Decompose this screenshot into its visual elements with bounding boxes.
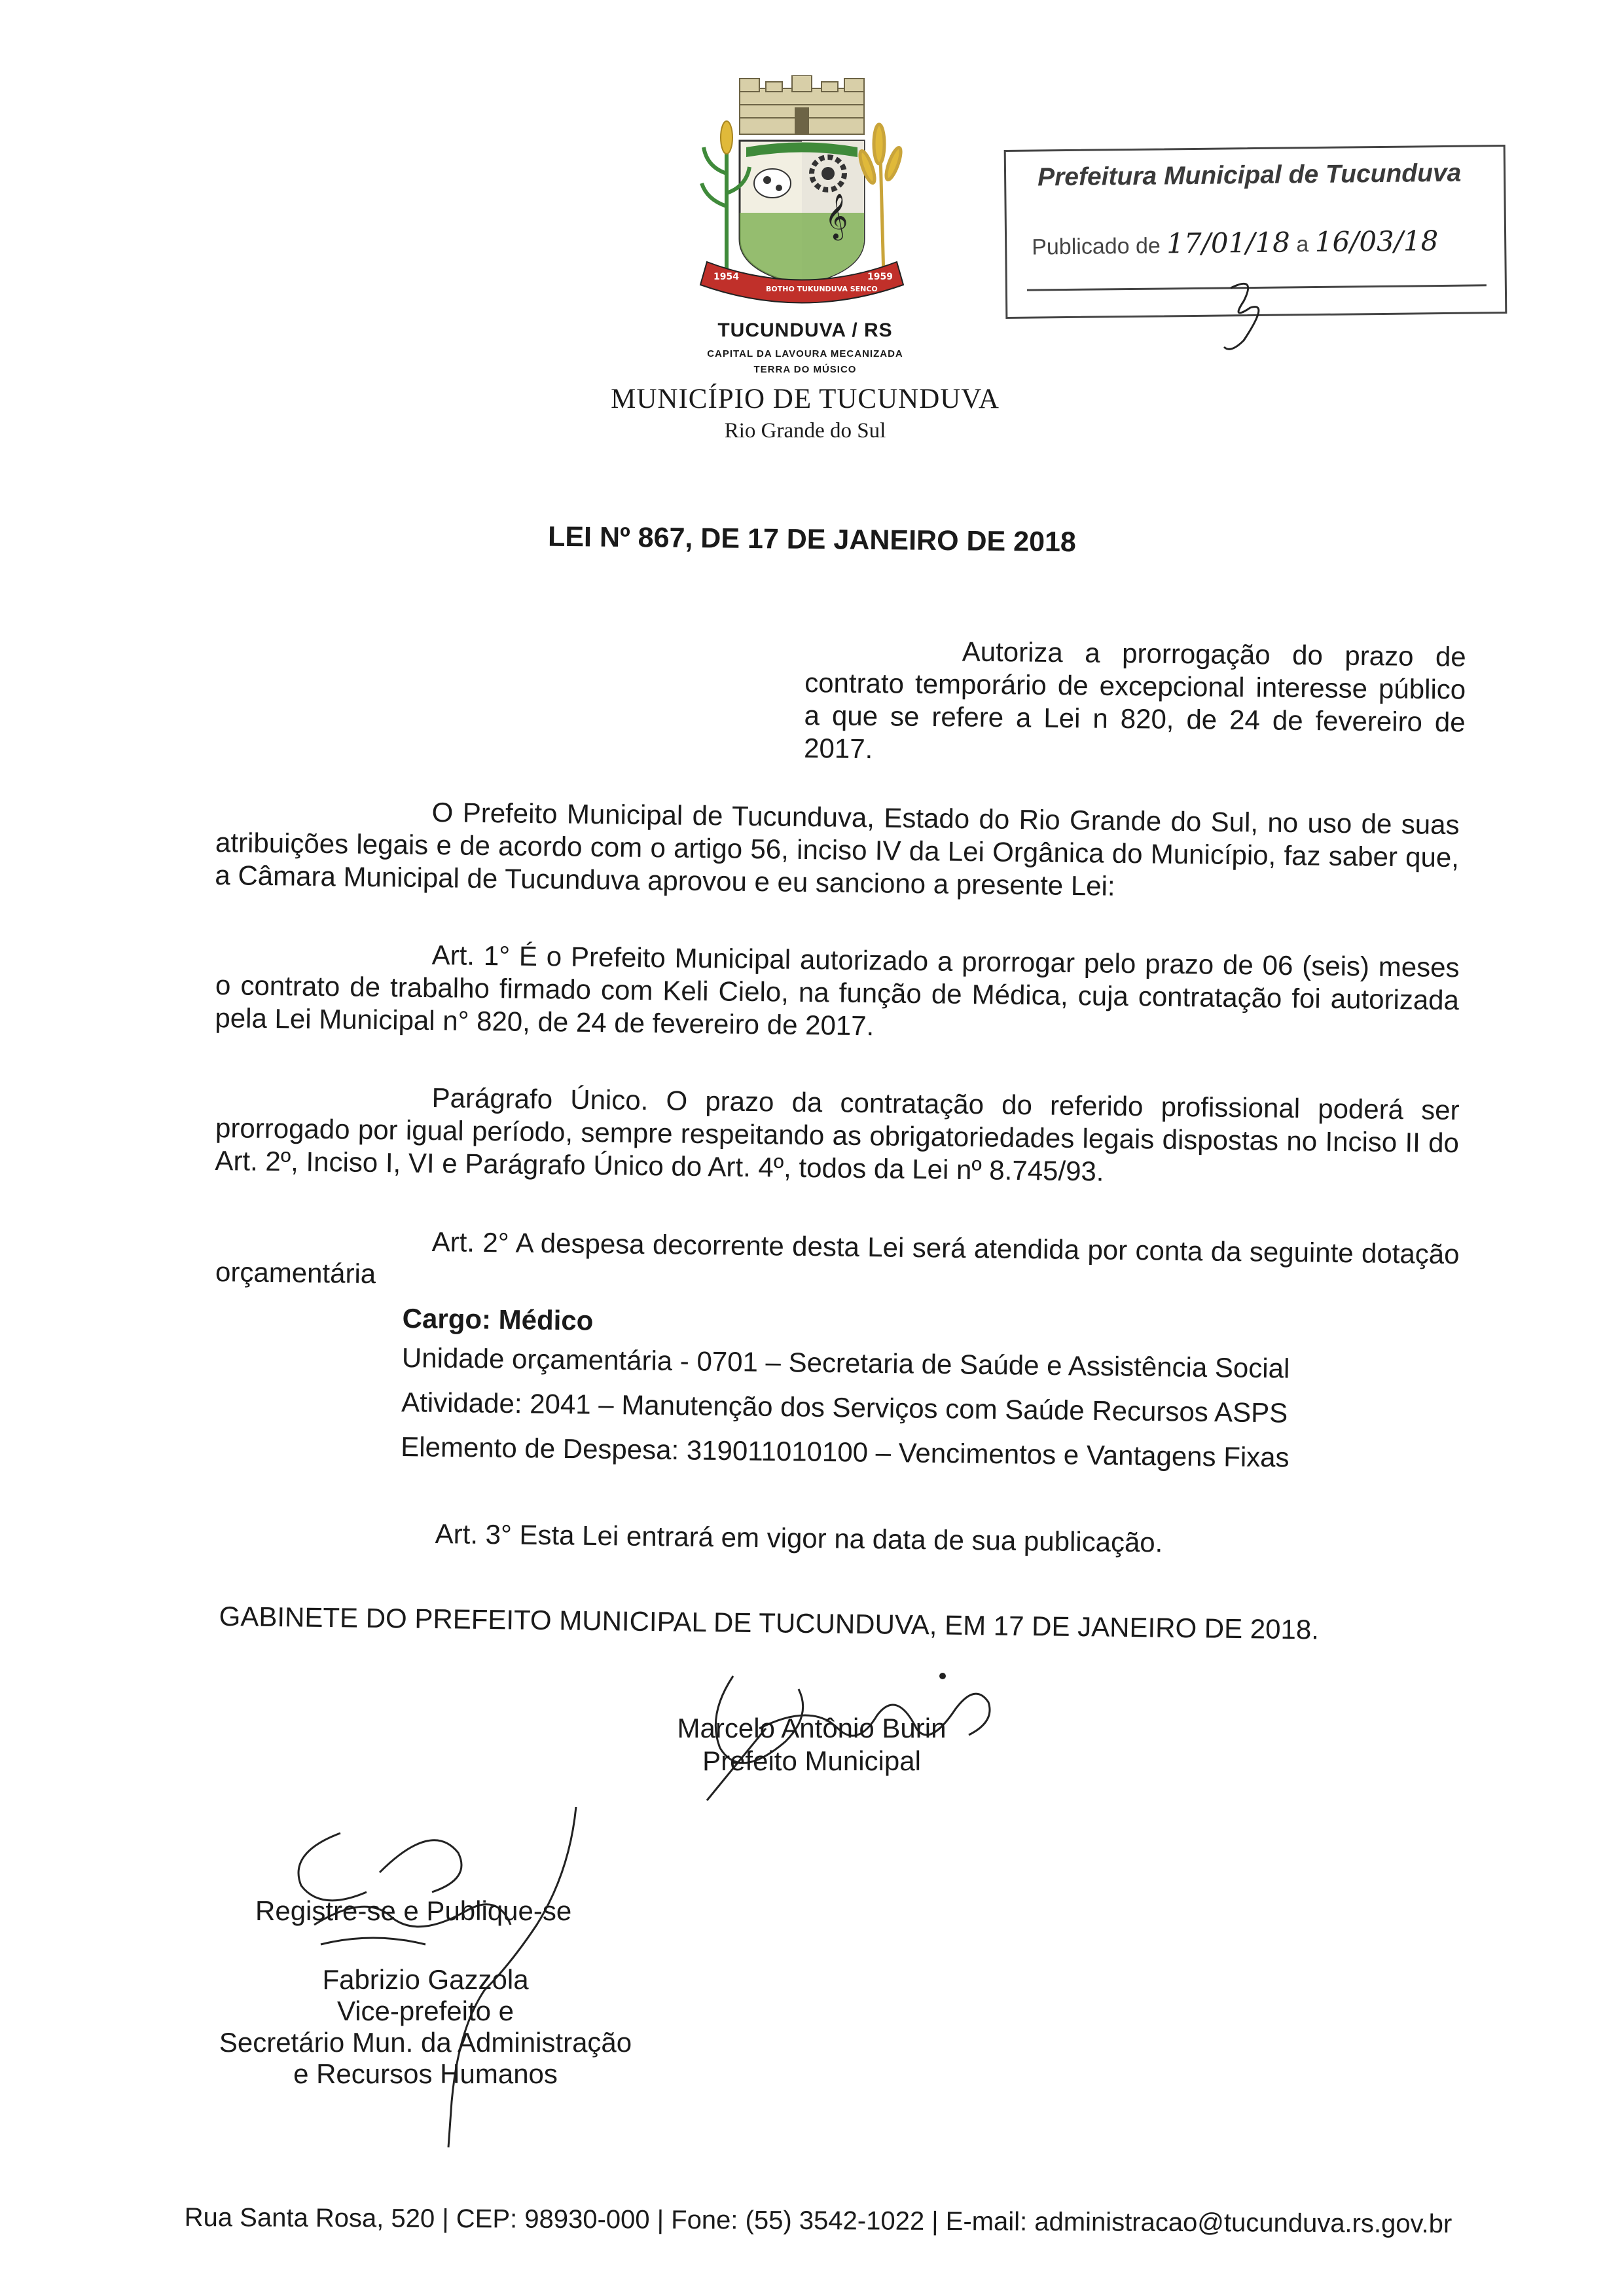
vice-mayor-signature-block xyxy=(170,1964,681,2090)
state-name: Rio Grande do Sul xyxy=(724,419,886,443)
budget-cargo: Cargo: Médico xyxy=(402,1303,594,1336)
city-state-label: TUCUNDUVA / RS xyxy=(717,319,893,341)
article-2: Art. 2° A despesa decorrente desta Lei será atendida por conta da seguinte dotação orçamentária xyxy=(215,1226,1460,1289)
budget-allocation xyxy=(401,1303,1463,1476)
budget-elemento: Elemento de Despesa: 319011010100 – Vencimentos e Vantagens Fixas xyxy=(401,1430,1290,1473)
stamp-date-from: 17/01/18 xyxy=(1166,226,1291,260)
article-1: Art. 1° É o Prefeito Municipal autorizado a prorrogar pelo prazo de 06 (seis) meses o contrato de trabalho firmado com Keli Cielo, na função de Médica, cuja contratação foi autorizada pela Lei Municipal n° 820, de 24 de fevereiro de 2017. xyxy=(215,939,1460,1042)
vice-mayor-role-3: e Recursos Humanos xyxy=(293,2058,558,2089)
stamp-date-to: 16/03/18 xyxy=(1314,225,1439,259)
crest-year-right: 1959 xyxy=(867,272,893,282)
closing-statement: GABINETE DO PREFEITO MUNICIPAL DE TUCUNDUVA, EM 17 DE JANEIRO DE 2018. xyxy=(219,1601,1320,1645)
crest-ribbon-text: BOTHO TUKUNDUVA SENCO xyxy=(766,285,878,293)
stamp-connector: a xyxy=(1296,232,1309,257)
law-summary: Autoriza a prorrogação do prazo de contrato temporário de excepcional interesse público a que se refere a Lei n 820, de 24 de fevereiro de 2017. xyxy=(803,636,1466,765)
stamp-title: Prefeitura Municipal de Tucunduva xyxy=(1037,158,1462,192)
article-3: Art. 3° Esta Lei entrará em vigor na data de sua publicação. xyxy=(435,1518,1163,1558)
stamp-published-line xyxy=(1032,225,1439,261)
sole-paragraph: Parágrafo Único. O prazo da contratação do referido profissional poderá ser prorrogado por igual período, sempre respeitando as obrigatoriedades legais dispostas no Inciso II do Art. 2º, Inciso I, VI e Parágrafo Único do Art. 4º, todos da Lei nº 8.745/93. xyxy=(215,1082,1460,1187)
vice-mayor-role-2: Secretário Mun. da Administração xyxy=(219,2027,632,2058)
budget-unidade: Unidade orçamentária - 0701 – Secretaria de Saúde e Assistência Social xyxy=(401,1341,1290,1384)
vice-mayor-name: Fabrizio Gazzola xyxy=(322,1964,529,1995)
mayor-name: Marcelo Antônio Burin xyxy=(677,1713,947,1743)
law-title: LEI Nº 867, DE 17 DE JANEIRO DE 2018 xyxy=(547,520,1077,558)
crest-motto-1: CAPITAL DA LAVOURA MECANIZADA xyxy=(707,348,903,359)
crest-motto-2: TERRA DO MÚSICO xyxy=(753,364,857,375)
municipality-name: MUNICÍPIO DE TUCUNDUVA xyxy=(611,384,1000,414)
footer-contact: Rua Santa Rosa, 520 | CEP: 98930-000 | Fone: (55) 3542-1022 | E-mail: administracao@tucunduva.rs.gov.br xyxy=(184,2202,1453,2239)
mayor-role: Prefeito Municipal xyxy=(702,1745,921,1776)
mayor-signature-block xyxy=(655,1712,969,1777)
budget-atividade: Atividade: 2041 – Manutenção dos Serviços com Saúde Recursos ASPS xyxy=(401,1386,1288,1429)
svg-text:𝄞: 𝄞 xyxy=(825,193,848,239)
preamble-paragraph: O Prefeito Municipal de Tucunduva, Estado do Rio Grande do Sul, no uso de suas atribuições legais e de acordo com o artigo 56, inciso IV da Lei Orgânica do Município, faz saber que, a Câmara Municipal de Tucunduva aprovou e eu sanciono a presente Lei: xyxy=(215,797,1460,902)
municipal-crest xyxy=(694,75,910,311)
register-publish-line: Registre-se e Publique-se xyxy=(255,1895,572,1926)
crown-icon xyxy=(740,75,864,134)
stamp-initials-signature xyxy=(1204,262,1296,354)
vice-mayor-role: Vice-prefeito e xyxy=(336,1995,514,2026)
shield-icon xyxy=(740,141,864,285)
crest-year-left: 1954 xyxy=(713,272,739,282)
stamp-published-label: Publicado de xyxy=(1032,233,1161,260)
